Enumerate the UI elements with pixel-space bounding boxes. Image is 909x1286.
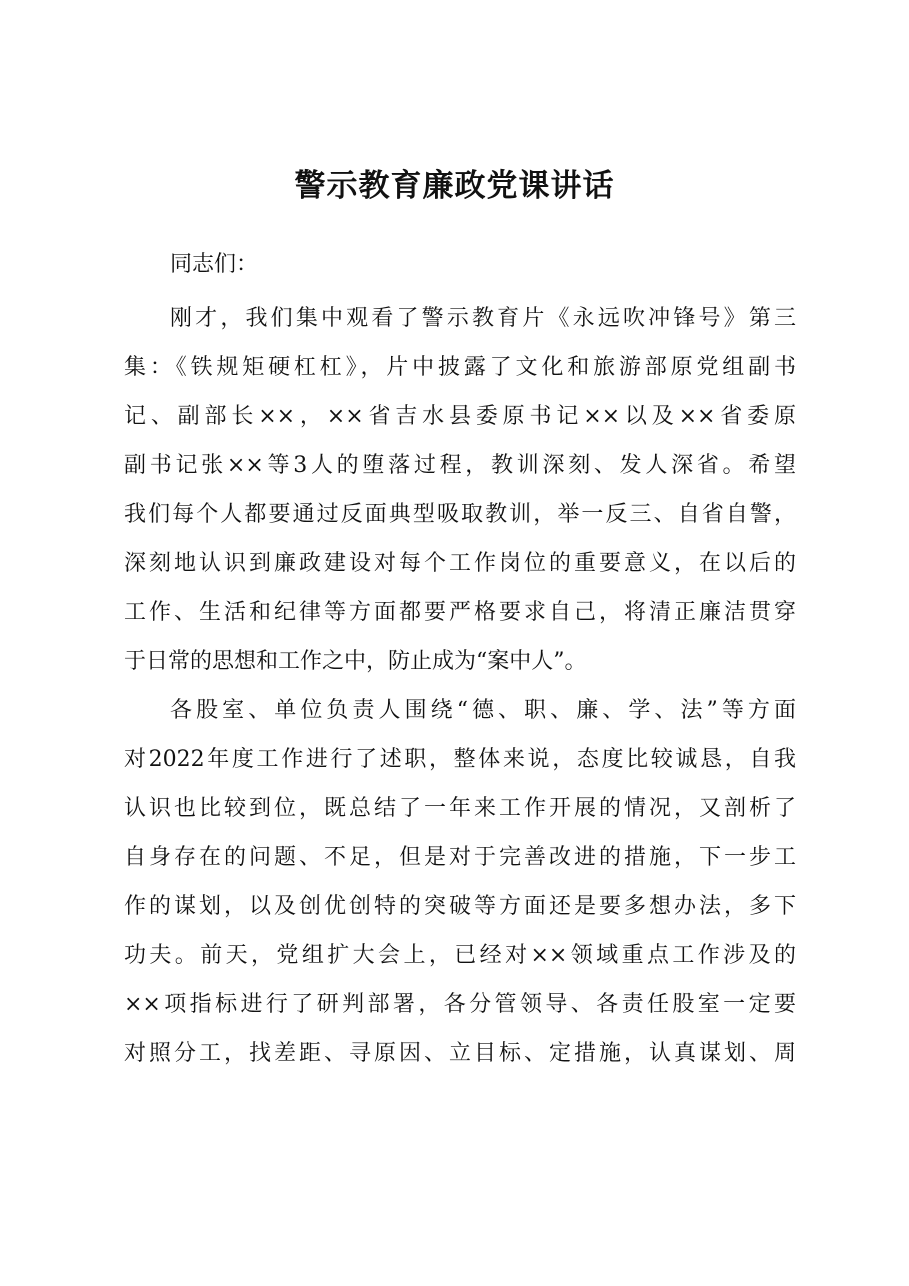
document-title: 警示教育廉政党课讲话 <box>294 168 615 204</box>
paragraph-line: 认识也比较到位，既总结了一年来工作开展的情况，又剖析了 <box>124 796 796 821</box>
paragraph-line: 工作、生活和纪律等方面都要严格要求自己，将清正廉洁贯穿 <box>124 600 796 625</box>
paragraph-line: 自身存在的问题、不足，但是对于完善改进的措施，下一步工 <box>124 845 796 870</box>
paragraph-line: 于日常的思想和工作之中，防止成为“案中人”。 <box>124 649 587 674</box>
paragraph-line: 副书记张××等3人的堕落过程，教训深刻、发人深省。希望 <box>124 453 796 478</box>
paragraph-line: 功夫。前天，党组扩大会上，已经对××领域重点工作涉及的 <box>124 943 796 968</box>
paragraph-line: 各股室、单位负责人围绕“德、职、廉、学、法”等方面 <box>170 698 796 723</box>
salutation: 同志们： <box>170 252 259 277</box>
paragraph-line: 深刻地认识到廉政建设对每个工作岗位的重要意义，在以后的 <box>124 551 796 576</box>
paragraph-line: 作的谋划，以及创优创特的突破等方面还是要多想办法，多下 <box>124 894 796 919</box>
paragraph-line: ××项指标进行了研判部署，各分管领导、各责任股室一定要 <box>124 992 796 1017</box>
paragraph-line: 对照分工，找差距、寻原因、立目标、定措施，认真谋划、周 <box>124 1041 796 1066</box>
paragraph-line: 我们每个人都要通过反面典型吸取教训，举一反三、自省自警， <box>124 502 796 527</box>
paragraph-line: 刚才，我们集中观看了警示教育片《永远吹冲锋号》第三 <box>170 306 796 331</box>
paragraph-line: 对2022年度工作进行了述职，整体来说，态度比较诚恳，自我 <box>124 747 796 772</box>
paragraph-line: 记、副部长××，××省吉水县委原书记××以及××省委原 <box>124 404 796 429</box>
paragraph-line: 集：《铁规矩硬杠杠》，片中披露了文化和旅游部原党组副书 <box>124 355 796 380</box>
